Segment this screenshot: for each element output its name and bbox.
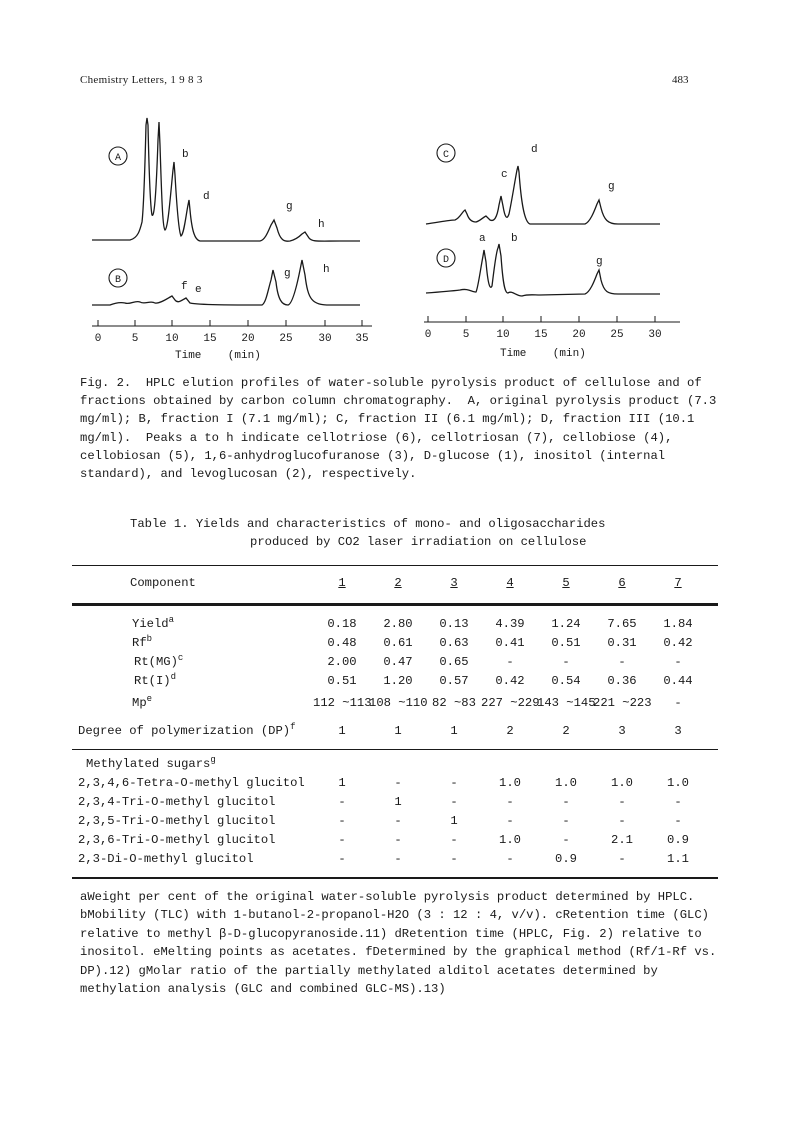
table-cell: 0.31 xyxy=(607,636,637,650)
table-cell: - xyxy=(450,795,458,809)
table-cell: - xyxy=(450,833,458,847)
table-cell: 0.57 xyxy=(439,674,469,688)
methylated-row-label: 2,3,5-Tri-O-methyl glucitol xyxy=(78,814,276,828)
table-cell: 1.20 xyxy=(383,674,413,688)
table-cell: - xyxy=(562,655,570,669)
peak-label-A-d: d xyxy=(203,191,210,203)
table-cell: - xyxy=(618,795,626,809)
table-cell: 82 ~83 xyxy=(432,696,476,710)
table-cell: - xyxy=(618,852,626,866)
tick-right-20: 20 xyxy=(572,329,586,341)
peak-label-B-f: f xyxy=(181,281,188,293)
tick-left-30: 30 xyxy=(318,333,332,345)
table-cell: 1.0 xyxy=(499,776,521,790)
table-cell: - xyxy=(674,814,682,828)
peak-label-A-g: g xyxy=(286,201,293,213)
tick-left-0: 0 xyxy=(94,333,102,345)
table-cell: - xyxy=(450,776,458,790)
table-cell: 221 ~223 xyxy=(593,696,652,710)
table-cell: 2 xyxy=(562,724,570,738)
tick-left-10: 10 xyxy=(165,333,179,345)
peak-label-D-b: b xyxy=(511,233,518,245)
col-header-2: 2 xyxy=(394,576,402,590)
table-cell: 0.61 xyxy=(383,636,413,650)
svg-text:A: A xyxy=(114,153,122,164)
table-cell: 3 xyxy=(618,724,626,738)
table-cell: - xyxy=(618,814,626,828)
table-cell: 112 ~113 xyxy=(313,696,372,710)
tick-right-10: 10 xyxy=(496,329,510,341)
table-cell: 0.65 xyxy=(439,655,469,669)
col-header-7: 7 xyxy=(674,576,682,590)
table-cell: 1.0 xyxy=(499,833,521,847)
table-cell: 2.80 xyxy=(383,617,413,631)
tick-right-25: 25 xyxy=(610,329,624,341)
tick-left-25: 25 xyxy=(279,333,293,345)
svg-text:B: B xyxy=(114,275,122,286)
panel-label-D xyxy=(437,249,455,267)
table-cell: - xyxy=(338,795,346,809)
table-cell: - xyxy=(506,814,514,828)
table-cell: - xyxy=(506,795,514,809)
table-cell: 0.13 xyxy=(439,617,469,631)
row-label: Mp$^e$ xyxy=(132,693,153,710)
tick-left-5: 5 xyxy=(131,333,139,345)
table-cell: - xyxy=(562,795,570,809)
col-header-6: 6 xyxy=(618,576,626,590)
table-cell: 0.51 xyxy=(327,674,357,688)
col-header-4: 4 xyxy=(506,576,514,590)
table-cell: - xyxy=(506,655,514,669)
table-cell: - xyxy=(394,814,402,828)
table-top-rule xyxy=(72,565,718,566)
table-cell: 1.0 xyxy=(555,776,577,790)
tick-right-15: 15 xyxy=(534,329,548,341)
table-cell: 0.51 xyxy=(551,636,581,650)
tick-right-30: 30 xyxy=(648,329,662,341)
table-cell: 0.42 xyxy=(663,636,693,650)
table-title-line2: produced by CO2 laser irradiation on cellulose xyxy=(250,535,587,549)
table-cell: - xyxy=(618,655,626,669)
table-title-line1: Table 1. Yields and characteristics of mono- and oligosaccharides xyxy=(130,517,606,531)
table-cell: - xyxy=(562,814,570,828)
row-label: $Rt(I)^d$ xyxy=(134,671,176,688)
peak-label-C-d: d xyxy=(531,144,538,156)
table-cell: 1 xyxy=(394,795,402,809)
row-label: Rt(MG)$^c$ xyxy=(134,652,184,669)
peak-label-D-a: a xyxy=(479,233,486,245)
table-cell: - xyxy=(394,852,402,866)
col-header-1: 1 xyxy=(338,576,346,590)
table-cell: 227 ~229 xyxy=(481,696,540,710)
table-cell: 2.1 xyxy=(611,833,633,847)
x-axis-label-left: Time (min) xyxy=(175,350,261,362)
table-cell: - xyxy=(562,833,570,847)
peak-label-A-h: h xyxy=(318,219,325,231)
table-cell: - xyxy=(338,833,346,847)
table-cell: - xyxy=(394,776,402,790)
tick-right-0: 0 xyxy=(424,329,432,341)
table-cell: 1.84 xyxy=(663,617,693,631)
table-cell: - xyxy=(674,795,682,809)
table-cell: 0.41 xyxy=(495,636,525,650)
table-cell: - xyxy=(450,852,458,866)
table-cell: 0.44 xyxy=(663,674,693,688)
col-header-5: 5 xyxy=(562,576,570,590)
row-label: Rf$^b$ xyxy=(132,633,153,650)
trace-D xyxy=(426,244,660,296)
table-bottom-rule xyxy=(72,877,718,879)
peak-label-B-g: g xyxy=(284,268,291,280)
methylated-sugars-header: Methylated sugars$^g$ xyxy=(86,754,216,771)
table-cell: 1.0 xyxy=(667,776,689,790)
table-cell: 2 xyxy=(506,724,514,738)
table-cell: 3 xyxy=(674,724,682,738)
trace-C xyxy=(426,166,660,224)
x-axis-label-right: Time (min) xyxy=(500,348,586,360)
table-cell: 4.39 xyxy=(495,617,525,631)
svg-text:D: D xyxy=(442,255,450,266)
table-cell: - xyxy=(506,852,514,866)
table-cell: 1.1 xyxy=(667,852,689,866)
table-cell: 1 xyxy=(338,776,346,790)
table-header-rule xyxy=(72,603,718,606)
panel-label-A xyxy=(109,147,127,165)
panel-label-B xyxy=(109,269,127,287)
table-cell: - xyxy=(674,696,682,710)
table-cell: - xyxy=(338,814,346,828)
col-header-3: 3 xyxy=(450,576,458,590)
table-cell: 0.9 xyxy=(555,852,577,866)
table-cell: 108 ~110 xyxy=(369,696,428,710)
table-cell: 0.18 xyxy=(327,617,357,631)
component-header: Component xyxy=(130,576,196,590)
methylated-row-label: 2,3,6-Tri-O-methyl glucitol xyxy=(78,833,276,847)
methylated-row-label: 2,3,4,6-Tetra-O-methyl glucitol xyxy=(78,776,305,790)
table-footnotes: aWeight per cent of the original water-soluble pyrolysis product determined by HPLC. bMobility (TLC) with 1-butanol-2-propanol-H2O (3 : 12 : 4, v/v). cRetention time (GLC) relative to methyl β-D-glucopyranoside.11) dRetention time (HPLC, Fig. 2) relative to inositol. eMelting points as acetates. fDetermined by the graphical method (Rf/1-Rf vs. DP).12) gMolar ratio of the partially methylated alditol acetates determined by methylation analysis (GLC and combined GLC-MS).13) xyxy=(80,890,717,997)
peak-label-A-b: b xyxy=(182,149,189,161)
table-cell: 0.42 xyxy=(495,674,525,688)
table-cell: - xyxy=(674,655,682,669)
table-cell: 0.9 xyxy=(667,833,689,847)
table-cell: 0.54 xyxy=(551,674,581,688)
peak-label-B-e: e xyxy=(195,284,202,296)
table-cell: 2.00 xyxy=(327,655,357,669)
tick-right-5: 5 xyxy=(462,329,470,341)
table-cell: 1 xyxy=(394,724,402,738)
peak-label-C-g: g xyxy=(608,181,615,193)
table-cell: 1.0 xyxy=(611,776,633,790)
table-section-rule xyxy=(72,749,718,750)
table-cell: 0.63 xyxy=(439,636,469,650)
table-cell: 0.47 xyxy=(383,655,413,669)
svg-text:C: C xyxy=(442,150,450,161)
tick-left-15: 15 xyxy=(203,333,217,345)
methylated-row-label: 2,3,4-Tri-O-methyl glucitol xyxy=(78,795,276,809)
table-cell: 1 xyxy=(450,724,458,738)
table-cell: - xyxy=(338,852,346,866)
tick-left-35: 35 xyxy=(355,333,369,345)
trace-B xyxy=(92,260,360,305)
table-cell: 7.65 xyxy=(607,617,637,631)
row-label: Degree of polymerization (DP)$^f$ xyxy=(78,721,296,738)
hplc-figure xyxy=(0,0,793,370)
peak-label-C-c: c xyxy=(501,169,508,181)
table-cell: 1 xyxy=(338,724,346,738)
journal-header: Chemistry Letters, 1 9 8 3 xyxy=(80,74,203,86)
figure-caption: Fig. 2. HPLC elution profiles of water-soluble pyrolysis product of cellulose and of fractions obtained by carbon column chromatography. A, original pyrolysis product (7.3 mg/ml); B, fraction I (7.1 mg/ml); C, fraction II (6.1 mg/ml); D, fraction III (10.1 mg/ml). Peaks a to h indicate cellotriose (6), cellotriosan (7), cellobiose (4), cellobiosan (5), 1,6-anhydroglucofuranose (3), D-glucose (1), inositol (internal standard), and levoglucosan (2), respectively. xyxy=(80,376,724,482)
table-cell: 0.36 xyxy=(607,674,637,688)
table-cell: 0.48 xyxy=(327,636,357,650)
tick-left-20: 20 xyxy=(241,333,255,345)
row-label: Yield$^a$ xyxy=(132,614,174,631)
peak-label-B-h: h xyxy=(323,264,330,276)
table-cell: 143 ~145 xyxy=(537,696,596,710)
table-cell: 1.24 xyxy=(551,617,581,631)
page-number: 483 xyxy=(672,74,689,86)
peak-label-D-g: g xyxy=(596,256,603,268)
panel-label-C xyxy=(437,144,455,162)
table-cell: - xyxy=(394,833,402,847)
table-title xyxy=(130,515,690,551)
table-cell: 1 xyxy=(450,814,458,828)
methylated-row-label: 2,3-Di-O-methyl glucitol xyxy=(78,852,254,866)
